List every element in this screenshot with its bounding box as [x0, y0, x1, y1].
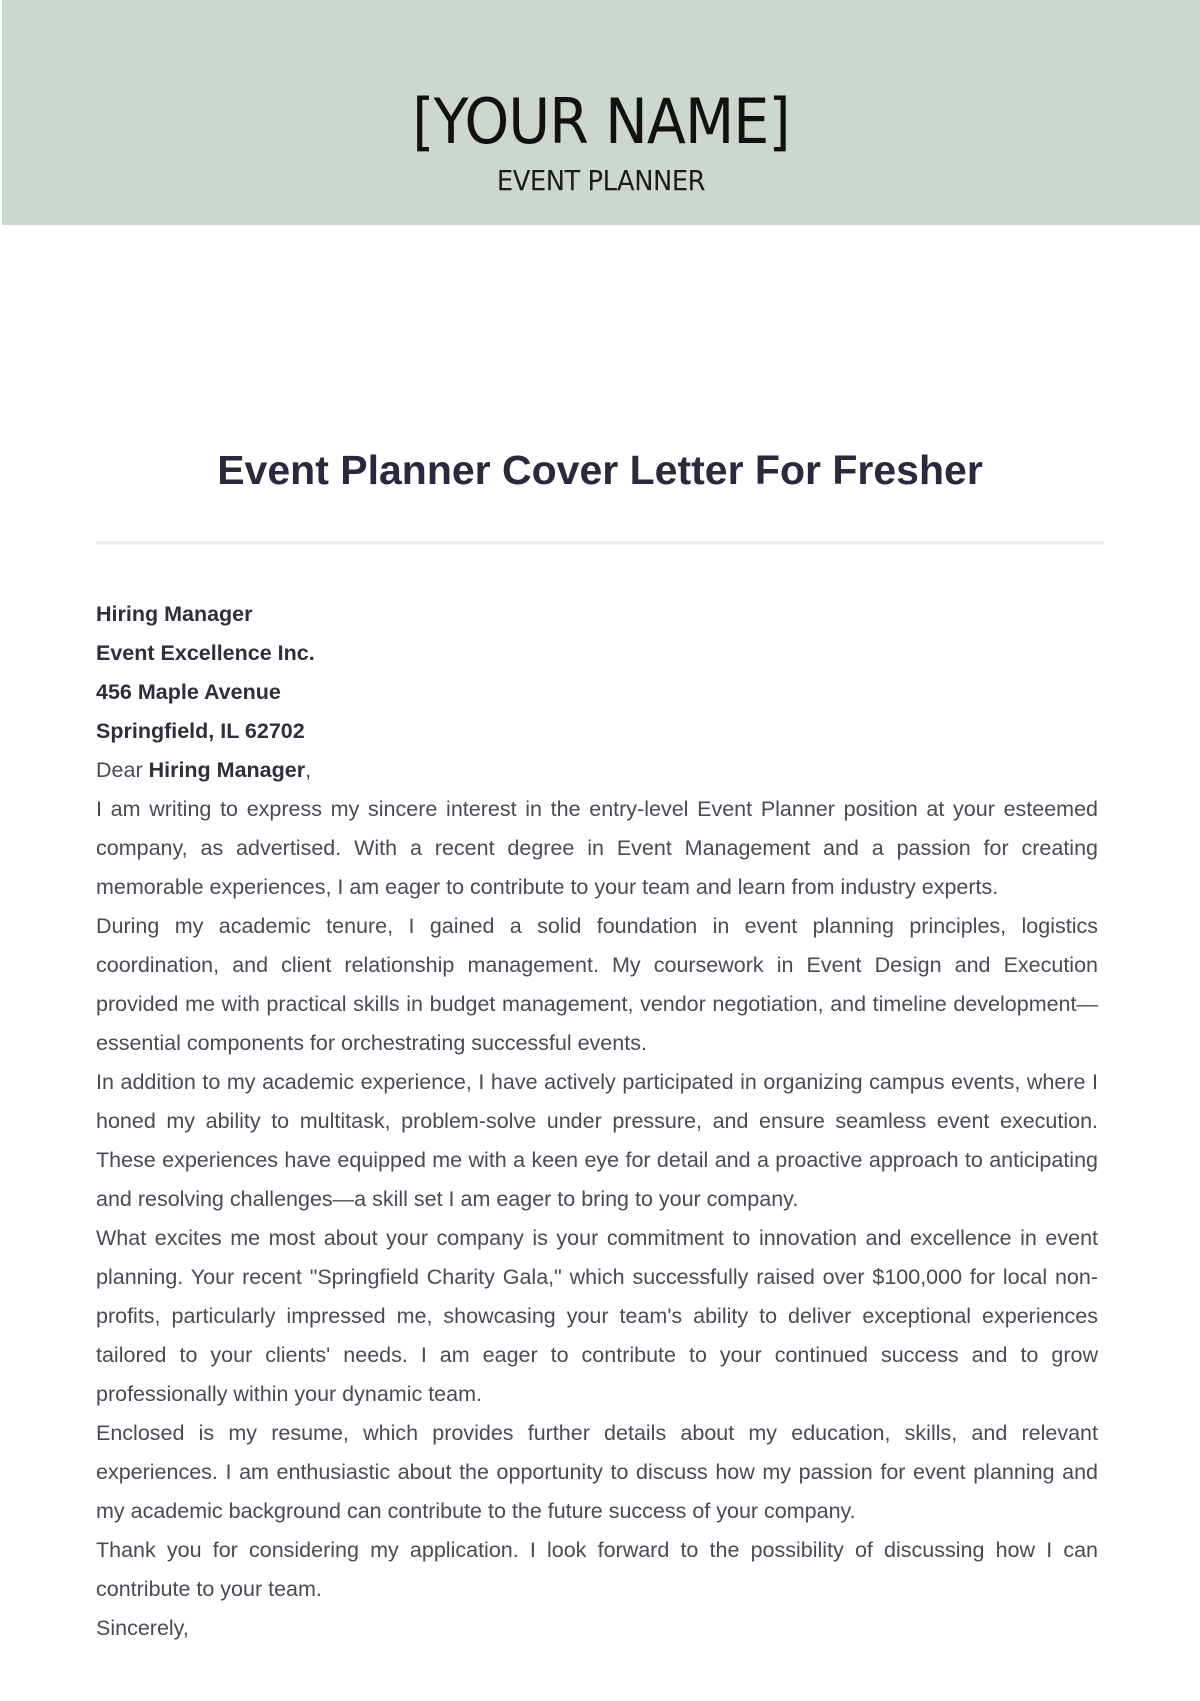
paragraph-resume: Enclosed is my resume, which provides further details about my education, skills, and relevant experiences. I am enthusiastic about the opportunity to discuss how my passion for event planning and my academic background can contribute to the future success of your company.: [96, 1421, 1098, 1523]
paragraph-experience: In addition to my academic experience, I have actively participated in organizing campus events, where I honed my ability to multitask, problem-solve under pressure, and ensure seamless event execution. These experiences have equipped me with a keen eye for detail and a proactive approach to anticipating and resolving challenges—a skill set I am eager to bring to your company.: [96, 1070, 1098, 1211]
closing: Sincerely,: [96, 1616, 189, 1640]
salutation-prefix: Dear: [96, 758, 149, 782]
applicant-role: EVENT PLANNER: [496, 164, 706, 197]
letter-body: [96, 595, 1098, 1648]
recipient-name: Hiring Manager: [96, 602, 253, 626]
salutation: [96, 751, 1098, 790]
paragraph-education: During my academic tenure, I gained a solid foundation in event planning principles, logistics coordination, and client relationship management. My coursework in Event Design and Execution provided me with practical skills in budget management, vendor negotiation, and timeline development—essential components for orchestrating successful events.: [96, 914, 1098, 1055]
header-banner: [2, 0, 1200, 225]
applicant-name: [YOUR NAME]: [412, 85, 790, 158]
recipient-street: 456 Maple Avenue: [96, 680, 281, 704]
recipient-company: Event Excellence Inc.: [96, 641, 315, 665]
paragraph-thanks: Thank you for considering my application. I look forward to the possibility of discussing how I can contribute to your team.: [96, 1538, 1098, 1601]
salutation-name: Hiring Manager: [148, 758, 306, 782]
recipient-city: Springfield, IL 62702: [96, 719, 305, 743]
paragraph-intro: I am writing to express my sincere interest in the entry-level Event Planner position at your esteemed company, as advertised. With a recent degree in Event Management and a passion for creating memorable experiences, I am eager to contribute to your team and learn from industry experts.: [96, 797, 1098, 899]
salutation-suffix: ,: [305, 758, 312, 782]
document-title: Event Planner Cover Letter For Fresher: [217, 447, 983, 493]
title-divider: [96, 541, 1104, 545]
paragraph-company-interest: What excites me most about your company is your commitment to innovation and excellence in event planning. Your recent "Springfield Charity Gala," which successfully raised over $100,000 for local non-profits, particularly impressed me, showcasing your team's ability to deliver exceptional experiences tailored to your clients' needs. I am eager to contribute to your continued success and to grow professionally within your dynamic team.: [96, 1226, 1098, 1406]
